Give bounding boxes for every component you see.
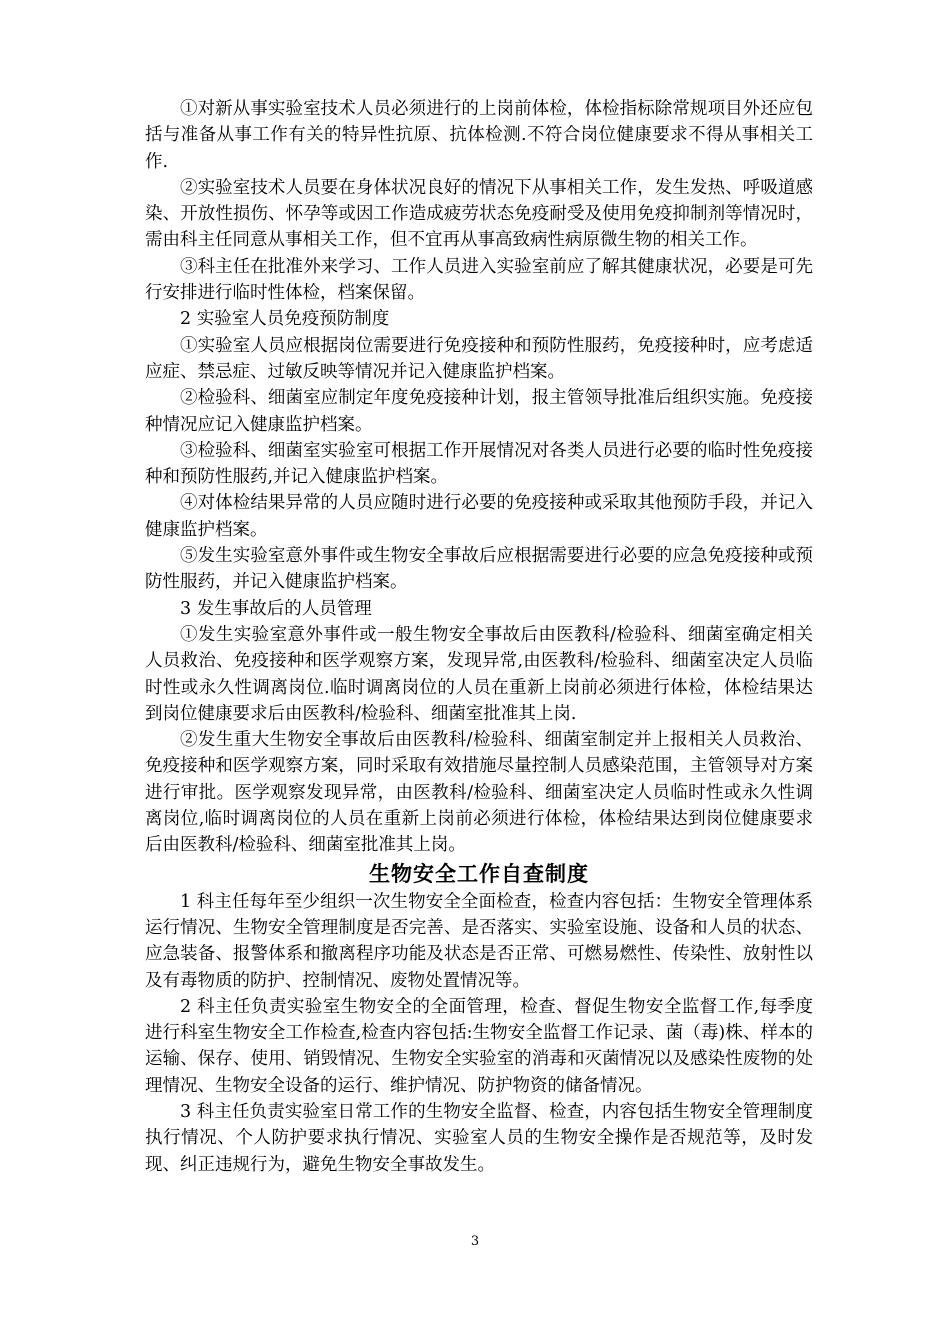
paragraph-immunization-4: ④对体检结果异常的人员应随时进行必要的免疫接种或采取其他预防手段，并记入健康监护档案。 (145, 493, 813, 540)
paragraph-visitor-health: ③科主任在批准外来学习、工作人员进入实验室前应了解其健康状况，必要是可先行安排进行临时性体检，档案保留。 (145, 256, 813, 304)
page-number: 3 (470, 1234, 480, 1249)
paragraph-self-inspection-2: 2 科主任负责实验室生物安全的全面管理，检查、督促生物安全监督工作,每季度进行科室生物安全工作检查,检查内容包括:生物安全监督工作记录、菌（毒)株、样本的运输、保存、使用、销毁情况、生物安全实验室的消毒和灭菌情况以及感染性废物的处理情况、生物安全设备的运行、维护情况、防护物资的储备情况。 (145, 996, 813, 1096)
subheading-immunization: 2 实验室人员免疫预防制度 (180, 309, 390, 330)
paragraph-post-accident-1: ①发生实验室意外事件或一般生物安全事故后由医教科/检验科、细菌室确定相关人员救治、免疫接种和医学观察方案，发现异常,由医教科/检验科、细菌室决定人员临时性或永久性调离岗位.临时调离岗位的人员在重新上岗前必须进行体检，体检结果达到岗位健康要求后由医教科/检验科、细菌室批准其上岗. (145, 624, 813, 724)
paragraph-self-inspection-1: 1 科主任每年至少组织一次生物安全全面检查，检查内容包括：生物安全管理体系运行情况、生物安全管理制度是否完善、是否落实、实验室设施、设备和人员的状态、应急装备、报警体系和撤离程序功能及状态是否正常、可燃易燃性、传染性、放射性以及有毒物质的防护、控制情况、废物处置情况等。 (145, 891, 813, 991)
paragraph-post-accident-2: ②发生重大生物安全事故后由医教科/检验科、细菌室制定并上报相关人员救治、免疫接种和医学观察方案，同时采取有效措施尽量控制人员感染范围，主管领导对方案进行审批。医学观察发现异常，由医教科/检验科、细菌室决定人员临时性或永久性调离岗位,临时调离岗位的人员在重新上岗前必须进行体检，体检结果达到岗位健康要求后由医教科/检验科、细菌室批准其上岗。 (145, 730, 813, 856)
subheading-post-accident: 3 发生事故后的人员管理 (180, 598, 372, 619)
paragraph-immunization-5: ⑤发生实验室意外事件或生物安全事故后应根据需要进行必要的应急免疫接种或预防性服药，并记入健康监护档案。 (145, 546, 813, 593)
paragraph-work-conditions: ②实验室技术人员要在身体状况良好的情况下从事相关工作，发生发热、呼吸道感染、开放性损伤、怀孕等或因工作造成疲劳状态免疫耐受及使用免疫抑制剂等情况时，需由科主任同意从事相关工作，但不宜再从事高致病性病原微生物的相关工作。 (145, 177, 813, 251)
section-health-management (145, 96, 813, 859)
section-title: 生物安全工作自查制度 (369, 861, 589, 886)
paragraph-immunization-1: ①实验室人员应根据岗位需要进行免疫接种和预防性服药，免疫接种时，应考虑适应症、禁忌症、过敏反映等情况并记入健康监护档案。 (145, 335, 813, 382)
paragraph-self-inspection-3: 3 科主任负责实验室日常工作的生物安全监督、检查，内容包括生物安全管理制度执行情况、个人防护要求执行情况、实验室人员的生物安全操作是否规范等，及时发现、纠正违规行为，避免生物安全事故发生。 (145, 1101, 813, 1175)
paragraph-pre-employment-check: ①对新从事实验室技术人员必须进行的上岗前体检，体检指标除常规项目外还应包括与准备从事工作有关的特异性抗原、抗体检测.不符合岗位健康要求不得从事相关工作. (145, 99, 813, 172)
section-self-inspection (145, 889, 813, 1178)
paragraph-immunization-3: ③检验科、细菌室实验室可根据工作开展情况对各类人员进行必要的临时性免疫接种和预防性服药,并记入健康监护档案。 (145, 440, 813, 488)
paragraph-immunization-2: ②检验科、细菌室应制定年度免疫接种计划，报主管领导批准后组织实施。免疫接种情况应记入健康监护档案。 (145, 388, 813, 435)
document-page (145, 96, 813, 1178)
